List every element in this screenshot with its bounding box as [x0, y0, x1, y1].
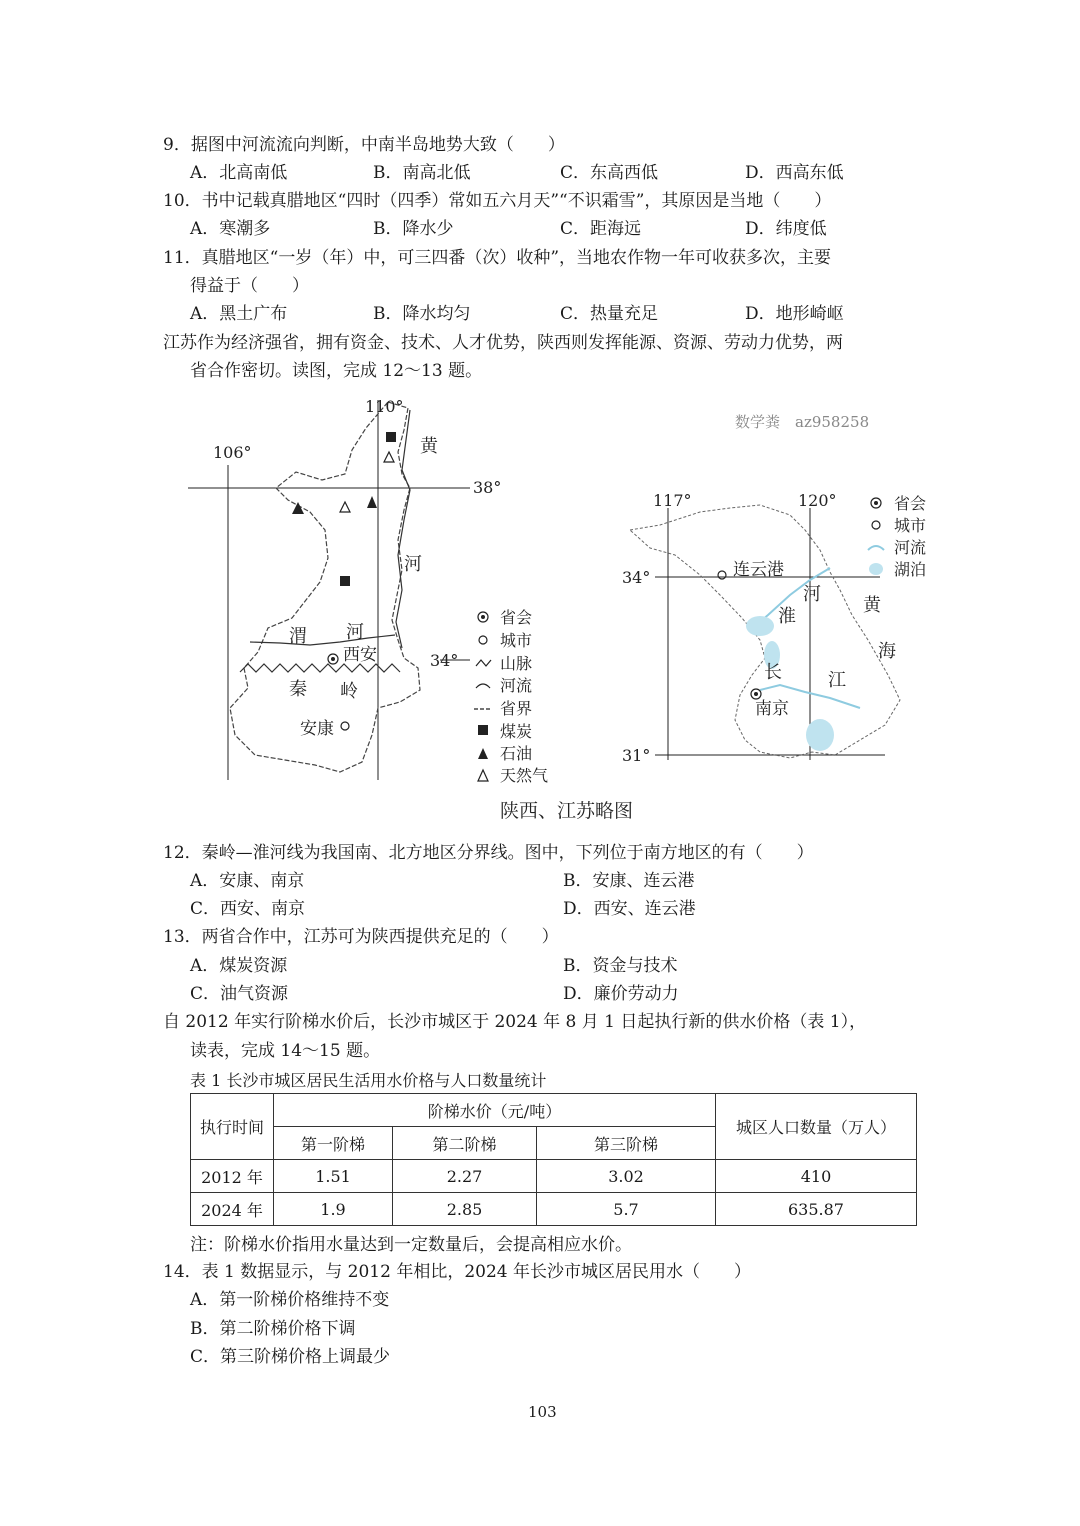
th-price: 阶梯水价（元/吨）: [274, 1094, 716, 1127]
lianyungang-label: 连云港: [733, 560, 784, 580]
lianyungang-city-icon: [718, 571, 726, 579]
svg-text:省界: 省界: [500, 699, 533, 718]
q13-option-a: A．煤炭资源: [190, 956, 288, 976]
svg-text:省会: 省会: [894, 494, 927, 513]
lat-34-label: 34°: [430, 651, 459, 670]
table-row: 2012 年 1.51 2.27 3.02 410: [191, 1160, 917, 1193]
intro-14-15-line2: 读表，完成 14～15 题。: [190, 1041, 381, 1061]
q9-option-b: B．南高北低: [373, 163, 471, 183]
wei-label: 渭: [289, 626, 307, 647]
q10-stem: 10．书中记载真腊地区“四时（四季）常如五六月天”“不识霜雪”，其原因是当地（ ）: [163, 191, 832, 211]
taihu-lake-icon: [806, 719, 834, 751]
intro-12-13-line1: 江苏作为经济强省，拥有资金、技术、人才优势，陕西则发挥能源、资源、劳动力优势，两: [163, 333, 843, 353]
coal-icon: [386, 432, 396, 442]
q13-stem: 13．两省合作中，江苏可为陕西提供充足的（ ）: [163, 927, 559, 947]
lon-106-label: 106°: [213, 443, 252, 462]
wei-river: [250, 635, 395, 645]
th-time: 执行时间: [191, 1094, 274, 1160]
coal-icon: [340, 576, 350, 586]
svg-text:河流: 河流: [894, 538, 927, 557]
he-label: 河: [404, 554, 422, 575]
lake-legend-icon: [869, 563, 883, 575]
svg-text:河流: 河流: [500, 676, 533, 695]
natural-gas-icon: [340, 502, 350, 512]
q11-option-c: C．热量充足: [560, 304, 659, 324]
city-legend-icon: [479, 636, 487, 644]
svg-text:湖泊: 湖泊: [894, 560, 927, 579]
q11-stem-line1: 11．真腊地区“一岁（年）中，可三四番（次）收种”，当地农作物一年可收获多次，主要: [163, 248, 832, 268]
coal-legend-icon: [478, 725, 488, 735]
q9-option-a: A．北高南低: [190, 163, 288, 183]
q12-option-c: C．西安、南京: [190, 899, 306, 919]
oil-legend-icon: [478, 748, 488, 759]
q12-option-a: A．安康、南京: [190, 871, 305, 891]
wei-he-label: 河: [346, 622, 364, 643]
xian-label: 西安: [343, 645, 377, 665]
qin-label: 秦: [289, 679, 307, 700]
city-legend-icon: [872, 521, 880, 529]
table-row: 2024 年 1.9 2.85 5.7 635.87: [191, 1193, 917, 1226]
mountain-legend-icon: [476, 660, 491, 666]
q11-option-d: D．地形崎岖: [745, 304, 844, 324]
map-figure: [0, 390, 1080, 830]
q13-option-c: C．油气资源: [190, 984, 289, 1004]
natural-gas-icon: [384, 452, 394, 462]
nanjing-label: 南京: [755, 699, 789, 719]
svg-text:山脉: 山脉: [500, 654, 533, 673]
th-tier2: 第二阶梯: [393, 1127, 537, 1160]
river-legend-icon: [476, 684, 490, 688]
jiang-label: 江: [828, 670, 846, 691]
q11-option-b: B．降水均匀: [373, 304, 471, 324]
hai-label: 海: [878, 641, 896, 662]
th-tier1: 第一阶梯: [274, 1127, 393, 1160]
svg-text:煤炭: 煤炭: [500, 722, 533, 741]
watermark-text: 数学粪 az958258: [735, 413, 870, 431]
q10-option-d: D．纬度低: [745, 219, 827, 239]
q13-option-b: B．资金与技术: [563, 956, 678, 976]
lake-icon: [746, 616, 774, 636]
chang-label: 长: [764, 662, 782, 683]
q14-option-c: C．第三阶梯价格上调最少: [190, 1347, 391, 1367]
q9-stem: 9．据图中河流流向判断，中南半岛地势大致（ ）: [163, 135, 565, 155]
q10-option-b: B．降水少: [373, 219, 454, 239]
jiangsu-legend: [868, 494, 926, 579]
q12-option-b: B．安康、连云港: [563, 871, 695, 891]
qinling-mountains: [240, 664, 400, 672]
huang-sea-label: 黄: [863, 595, 881, 616]
ling-label: 岭: [340, 681, 358, 702]
q12-stem: 12．秦岭—淮河线为我国南、北方地区分界线。图中，下列位于南方地区的有（ ）: [163, 843, 814, 863]
q10-option-c: C．距海远: [560, 219, 642, 239]
gas-legend-icon: [478, 770, 488, 781]
huai-he-label: 河: [803, 584, 821, 605]
lon-120-label: 120°: [798, 491, 837, 510]
huang-label: 黄: [420, 436, 438, 457]
svg-text:石油: 石油: [500, 744, 533, 763]
q9-option-c: C．东高西低: [560, 163, 659, 183]
lat-34-jiangsu-label: 34°: [622, 568, 651, 587]
q12-option-d: D．西安、连云港: [563, 899, 696, 919]
table-caption: 表 1 长沙市城区居民生活用水价格与人口数量统计: [190, 1071, 547, 1090]
q10-option-a: A．寒潮多: [190, 219, 271, 239]
q14-option-a: A．第一阶梯价格维持不变: [190, 1290, 390, 1310]
huai-label: 淮: [778, 606, 796, 627]
ankang-city-icon: [341, 722, 349, 730]
q14-stem: 14．表 1 数据显示，与 2012 年相比，2024 年长沙市城区居民用水（ ）: [163, 1262, 751, 1282]
th-tier3: 第三阶梯: [537, 1127, 716, 1160]
th-population: 城区人口数量（万人）: [716, 1094, 917, 1160]
water-price-table: [190, 1093, 917, 1226]
map-caption: 陕西、江苏略图: [500, 800, 634, 822]
lon-110-label: 110°: [365, 397, 404, 416]
lon-117-label: 117°: [653, 491, 692, 510]
page-number: 103: [528, 1403, 557, 1421]
svg-text:城市: 城市: [894, 516, 927, 535]
ankang-label: 安康: [300, 719, 334, 739]
table-note: 注：阶梯水价指用水量达到一定数量后，会提高相应水价。: [190, 1235, 632, 1255]
lat-31-label: 31°: [622, 746, 651, 765]
q11-stem-line2: 得益于（ ）: [190, 276, 309, 296]
intro-12-13-line2: 省合作密切。读图，完成 12～13 题。: [190, 361, 483, 381]
q11-option-a: A．黑土广布: [190, 304, 288, 324]
q14-option-b: B．第二阶梯价格下调: [190, 1319, 356, 1339]
svg-text:天然气: 天然气: [500, 766, 549, 785]
svg-text:省会: 省会: [500, 608, 533, 627]
q13-option-d: D．廉价劳动力: [563, 984, 679, 1004]
svg-text:城市: 城市: [500, 631, 533, 650]
yellow-river: [396, 410, 410, 648]
q9-option-d: D．西高东低: [745, 163, 844, 183]
lat-38-label: 38°: [473, 478, 502, 497]
river-legend-icon: [868, 546, 884, 550]
shaanxi-legend: [474, 608, 548, 785]
oil-icon: [367, 496, 377, 508]
intro-14-15-line1: 自 2012 年实行阶梯水价后，长沙市城区于 2024 年 8 月 1 日起执行新的供水价格（表 1），: [163, 1012, 867, 1032]
